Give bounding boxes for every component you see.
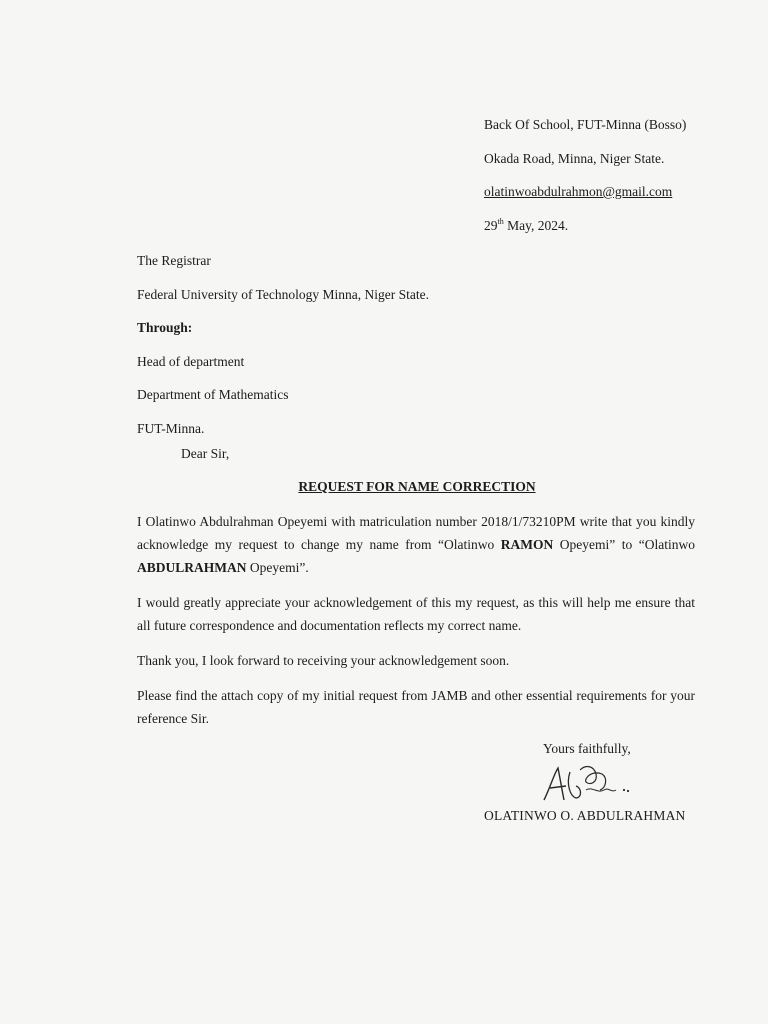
signatory-name: OLATINWO O. ABDULRAHMAN: [484, 808, 686, 823]
closing: Yours faithfully,: [543, 741, 631, 756]
body-paragraph-2: I would greatly appreciate your acknowledgement of this my request, as this will help me ensure that all future correspondence and documentation reflects my correct name.: [137, 595, 695, 633]
date-month-year: May, 2024.: [503, 217, 569, 233]
sender-email: olatinwoabdulrahmon@gmail.com: [484, 184, 673, 199]
letter-body: [137, 510, 695, 742]
recipient-line-2: Federal University of Technology Minna, Niger State.: [137, 286, 429, 302]
body-paragraph-1: [137, 510, 695, 579]
old-name: RAMON: [500, 537, 554, 552]
through-label: Through:: [137, 320, 193, 335]
recipient-line-5: FUT-Minna.: [137, 420, 205, 436]
handwritten-signature: [536, 760, 636, 810]
sender-address-line-2: Okada Road, Minna, Niger State.: [484, 150, 665, 166]
recipient-address-block: [137, 244, 429, 445]
recipient-line-3: Head of department: [137, 353, 245, 369]
recipient-line-4: Department of Mathematics: [137, 387, 289, 402]
sender-address-block: [484, 108, 686, 242]
new-name: ABDULRAHMAN: [137, 560, 247, 575]
letter-subject: REQUEST FOR NAME CORRECTION: [298, 479, 536, 494]
recipient-line-1: The Registrar: [137, 253, 211, 268]
salutation: Dear Sir,: [181, 446, 230, 461]
p1-text-b: Opeyemi” to “Olatinwo: [553, 537, 695, 552]
body-paragraph-4: Please find the attach copy of my initial request from JAMB and other essential requirements for your reference Sir.: [137, 688, 695, 726]
date-day: 29: [484, 217, 498, 233]
date-suffix: th: [497, 216, 504, 226]
letter-date: [484, 209, 686, 243]
body-paragraph-3: Thank you, I look forward to receiving your acknowledgement soon.: [137, 653, 510, 668]
sender-address-line-1: Back Of School, FUT-Minna (Bosso): [484, 117, 687, 132]
p1-text-c: Opeyemi”.: [246, 560, 309, 575]
p1-text-a: I Olatinwo Abdulrahman Opeyemi with matriculation number 2018/1/73210PM write that you kindly acknowledge my request to change my name from “Olatinwo: [137, 514, 695, 552]
